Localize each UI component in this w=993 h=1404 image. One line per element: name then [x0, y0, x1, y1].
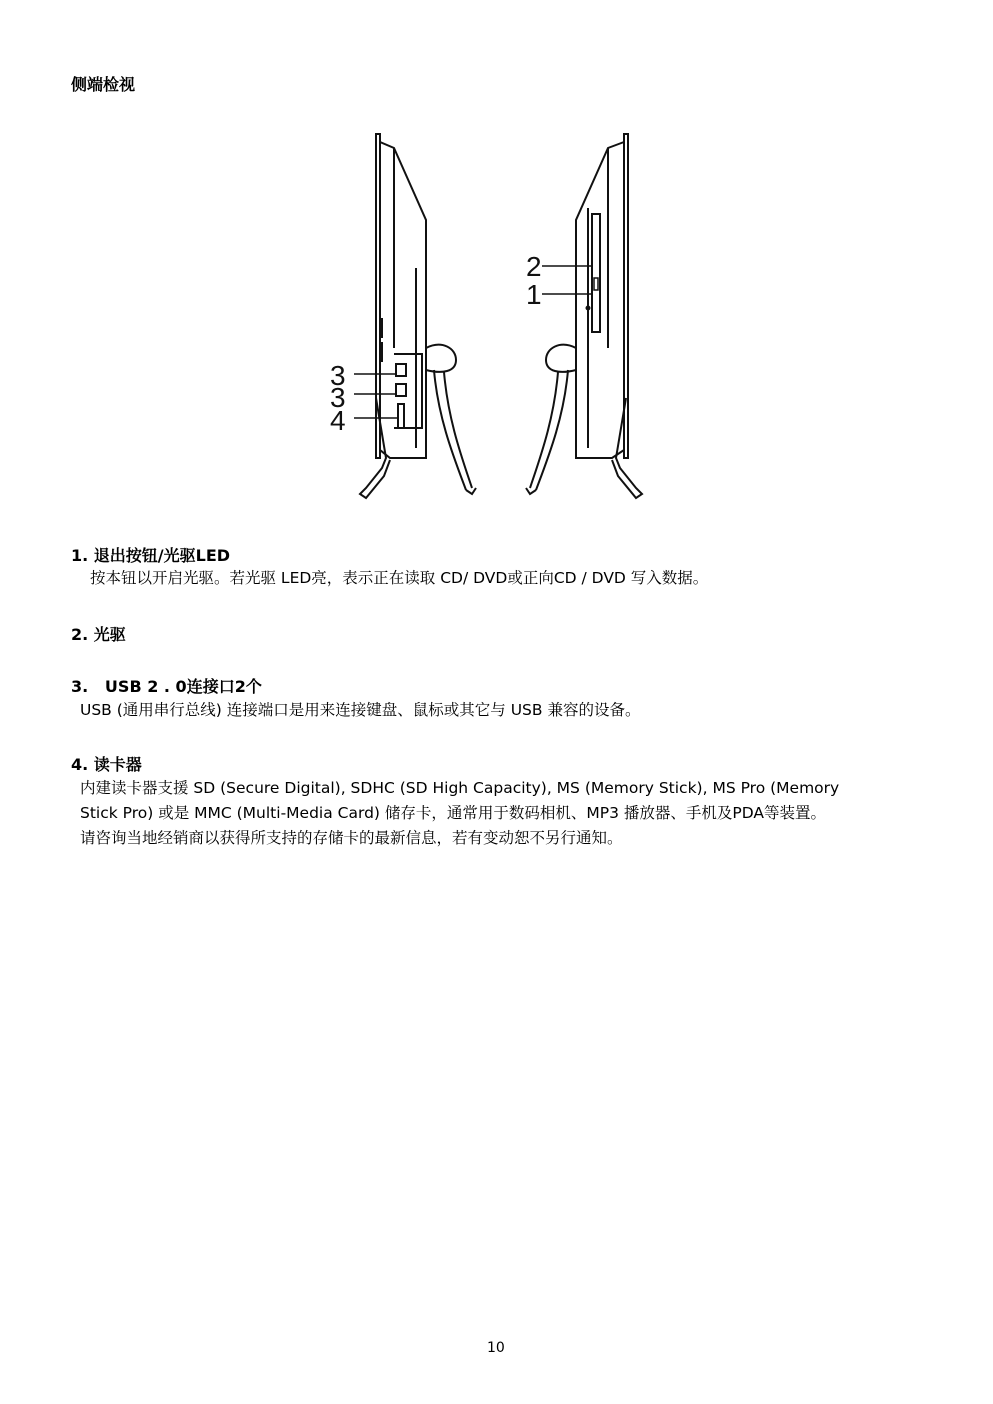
- page-title: 侧端检视: [71, 75, 136, 94]
- left-side-view: [360, 134, 476, 498]
- right-side-view: [526, 134, 642, 498]
- section-3-text: USB (通用串行总线) 连接端口是用来连接键盘、鼠标或其它与 USB 兼容的设备。: [80, 701, 641, 719]
- section-4-text-line-2: Stick Pro) 或是 MMC (Multi-Media Card) 储存卡，通常用于数码相机、MP3 播放器、手机及PDA等装置。: [80, 804, 827, 822]
- section-1-heading: 1. 退出按钮/光驱LED: [71, 546, 231, 565]
- page-number: 10: [487, 1340, 505, 1356]
- section-4-text-line-1: 内建读卡器支援 SD (Secure Digital), SDHC (SD High Capacity), MS (Memory Stick), MS Pro (Memory: [80, 779, 840, 797]
- side-view-diagram: [330, 128, 650, 506]
- section-4-text-line-3: 请咨询当地经销商以获得所支持的存储卡的最新信息，若有变动恕不另行通知。: [80, 829, 623, 847]
- section-2-heading: 2. 光驱: [71, 625, 126, 644]
- callout-usb-2: 3: [330, 382, 346, 413]
- section-3-heading: 3. USB 2 . 0连接口2个: [71, 677, 262, 696]
- section-1-text: 按本钮以开启光驱。若光驱 LED亮，表示正在读取 CD/ DVD或正向CD / DVD 写入数据。: [90, 569, 709, 587]
- callout-usb-1: 3: [330, 360, 346, 391]
- callout-card-reader: 4: [330, 405, 346, 436]
- callout-leaders: [354, 266, 592, 418]
- section-4-heading: 4. 读卡器: [71, 755, 142, 774]
- callout-eject-button: 1: [526, 279, 542, 310]
- callout-optical-drive: 2: [526, 251, 542, 282]
